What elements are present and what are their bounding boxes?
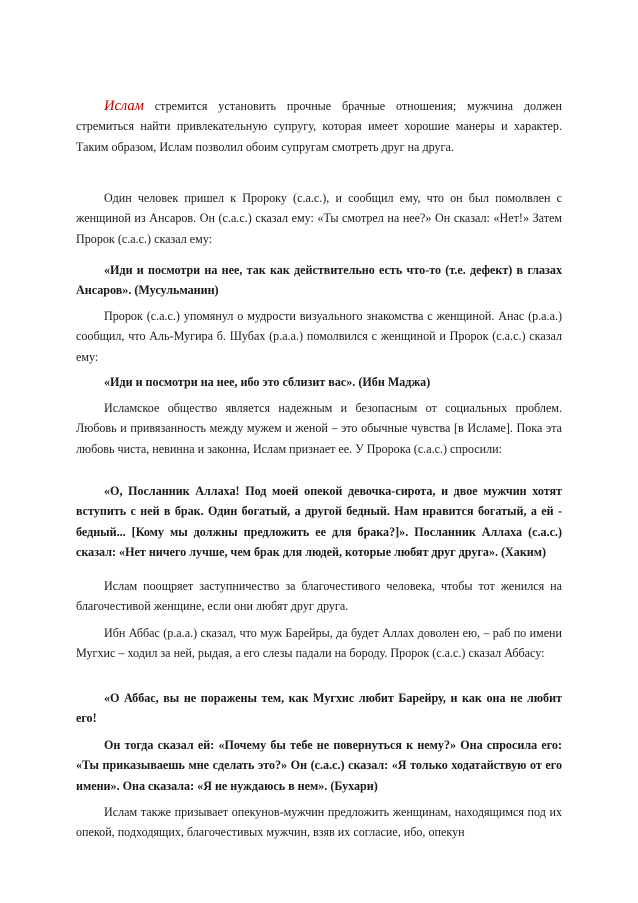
paragraph-ibn-abbas: Ибн Аббас (р.а.а.) сказал, что муж Барейры, да будет Аллах доволен ею, – раб по имени Мугхис – ходил за ней, рыдая, а его слезы падали на бороду. Пророк (с.а.с.) сказал Аббасу: bbox=[76, 626, 562, 661]
paragraph-society: Исламское общество является надежным и безопасным от социальных проблем. Любовь и привязанность между мужем и женой – это обычные чувства [в Исламе]. Пока эта любовь чиста, невинна и законна, Ислам признает ее. У Пророка (с.а.с.) спросили: bbox=[76, 401, 562, 456]
quote-abbas: «О Аббас, вы не поражены тем, как Мугхис любит Барейру, и как она не любит его! bbox=[76, 691, 562, 726]
highlighted-word: Ислам bbox=[104, 98, 144, 114]
paragraph-intro bbox=[76, 96, 562, 157]
paragraph-intercession: Ислам поощряет заступничество за благочестивого человека, чтобы тот женился на благочестивой женщине, если они любят друг друга. bbox=[76, 579, 562, 614]
quote-hadith-ansar: «Иди и посмотри на нее, так как действительно есть что-то (т.е. дефект) в глазах Ансаров». (Мусульманин) bbox=[76, 263, 562, 298]
quote-hadith-ibn-majah: «Иди и посмотри на нее, ибо это сблизит вас». (Ибн Маджа) bbox=[104, 375, 431, 389]
paragraph-narration: Один человек пришел к Пророку (с.а.с.), и сообщил ему, что он был помолвлен с женщиной из Ансаров. Он (с.а.с.) сказал ему: «Ты смотрел на нее?» Он сказал: «Нет!» Затем Пророк (с.а.с.) сказал ему: bbox=[76, 191, 562, 246]
quote-bukhari: Он тогда сказал ей: «Почему бы тебе не повернуться к нему?» Она спросила его: «Ты приказываешь мне сделать это?» Он (с.а.с.) сказал: «Я только ходатайствую от его имени». Она сказала: «Я не нуждаюсь в нем». (Бухари) bbox=[76, 738, 562, 793]
paragraph-intro-text: стремится установить прочные брачные отношения; мужчина должен стремиться найти привлекательную супругу, которая имеет хорошие манеры и характер. Таким образом, Ислам позволил обоим супругам смотреть друг на друга. bbox=[76, 99, 562, 154]
quote-hadith-hakim: «О, Посланник Аллаха! Под моей опекой девочка-сирота, и двое мужчин хотят вступить с ней в брак. Один богатый, а другой бедный. Нам нравится богатый, а ей - бедный... [Кому мы должны предложить ее для брака?]». Посланник Аллаха (с.а.с.) сказал: «Нет ничего лучше, чем брак для людей, которые любят друг друга». (Хаким) bbox=[76, 484, 562, 560]
paragraph-guardians: Ислам также призывает опекунов-мужчин предложить женщинам, находящимся под их опекой, подходящих, благочестивых мужчин, взяв их согласие, ибо, опекун bbox=[76, 805, 562, 840]
paragraph-anas: Пророк (с.а.с.) упомянул о мудрости визуального знакомства с женщиной. Анас (р.а.а.) сообщил, что Аль-Мугира б. Шубах (р.а.а.) помолвился с женщиной и Пророк (с.а.с.) сказал ему: bbox=[76, 309, 562, 364]
